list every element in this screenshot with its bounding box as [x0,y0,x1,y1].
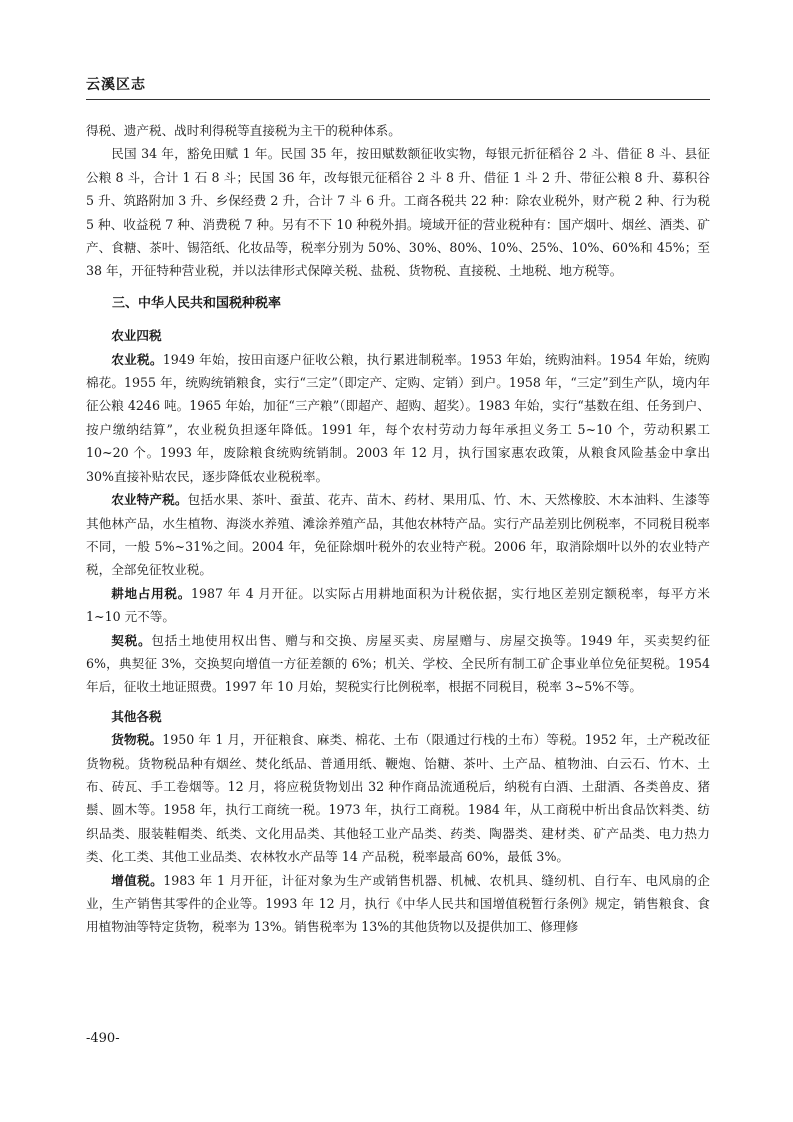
subsection-title: 农业四税 [111,328,162,344]
term-label: 农业税。 [111,351,163,367]
paragraph: 民国 34 年，豁免田赋 1 年。民国 35 年，按田赋数额征收实物，每银元折征稻谷 2 斗、借征 8 斗、县征公粮 8 斗，合计 1 石 8 斗；民国 36 年，改每银元征稻谷 2 斗 8 升、借征 1 斗 2 升、带征公粮 8 升、募积谷 5 升、筑路附加 3 升、乡保经费 2 升，合计 7 斗 6 升。工商各税共 22 种：除农业税外，财产税 2 种、行为税 5 种、收益税 7 种、消费税 7 种。另有不下 10 种税外捐。境域开征的营业税种有：国产烟叶、烟丝、酒类、矿产、食糖、茶叶、锡箔纸、化妆品等，税率分别为 50%、30%、80%、10%、25%、10%、60%和 45%；至 38 年，开征特种营业税，并以法律形式保障关税、盐税、货物税、直接税、土地税、地方税等。 [86,146,710,279]
running-header: 云溪区志 [86,77,146,93]
paragraph [86,728,710,868]
term-label: 农业特产税。 [111,492,188,508]
page-number: -490- [86,1031,120,1046]
term-text: 1983 年 1 月开征，计征对象为生产或销售机器、机械、农机具、缝纫机、自行车、电风扇的企业，生产销售其零件的企业等。1993 年 12 月，执行《中华人民共和国增值税暂行条例》规定，销售粮食、食用植物油等特定货物，税率为 13%。销售税率为 13%的其他货物以及提供加工、修理修 [86,872,711,935]
paragraph: 得税、遗产税、战时利得税等直接税为主干的税种体系。 [86,123,401,138]
paragraph [86,629,710,699]
term-text: 1950 年 1 月，开征粮食、麻类、棉花、土布（限通过行栈的土布）等税。1952 年，土产税改征货物税。货物税品种有烟丝、焚化纸品、普通用纸、鞭炮、饴糖、茶叶、土产品、植物油、白云石、竹木、土布、砖瓦、手工卷烟等。12 月，将应税货物划出 32 种作商品流通税后，纳税有白酒、土甜酒、各类兽皮、猪鬃、圆木等。1958 年，执行工商统一税。1973 年，执行工商税。1984 年，从工商税中析出食品饮料类、纺织品类、服装鞋帽类、纸类、文化用品类、其他轻工业产品类、药类、陶器类、建材类、矿产品类、电力热力类、化工类、其他工业品类、农林牧水产品等 14 产品税，税率最高 60%，最低 3%。 [86,732,710,865]
term-text: 包括土地使用权出售、赠与和交换、房屋买卖、房屋赠与、房屋交换等。1949 年，买卖契约征 6%，典契征 3%，交换契向增值一方征差额的 6%；机关、学校、全民所有制工矿企事业单位免征契税。1954 年后，征收土地证照费。1997 年 10 月始，契税实行比例税率，根据不同税目，税率 3~5%不等。 [86,632,710,695]
term-text: 包括水果、茶叶、蚕茧、花卉、苗木、药材、果用瓜、竹、木、天然橡胶、木本油料、生漆等其他林产品，水生植物、海淡水养殖、滩涂养殖产品，其他农林特产品。实行产品差别比例税率，不同税目税率不同，一般 5%~31%之间。2004 年，免征除烟叶税外的农业特产税。2006 年，取消除烟叶以外的农业特产税，全部免征牧业税。 [86,492,711,578]
term-text: 1987 年 4 月开征。以实际占用耕地面积为计税依据，实行地区差别定额税率，每平方米 1~10 元不等。 [86,585,711,625]
paragraph [86,348,710,488]
subsection-title: 其他各税 [111,708,162,724]
page-content [86,119,710,939]
term-text: 1949 年始，按田亩逐户征收公粮，执行累进制税率。1953 年始，统购油料。1954 年始，统购棉花。1955 年，统购统销粮食，实行“三定”（即定产、定购、定销）到户。1958 年，“三定”到生产队，境内年征公粮 4246 吨。1965 年始，加征“三产粮”（即超产、超购、超奖）。1983 年始，实行“基数在组、任务到户、按户缴纳结算”，农业税负担逐年降低。1991 年，每个农村劳动力每年承担义务工 5~10 个，劳动积累工 10~20 个。1993 年，废除粮食统购统销制。2003 年 12 月，执行国家惠农政策，从粮食风险基金中拿出 30%直接补贴农民，逐步降低农业税税率。 [86,351,710,484]
term-label: 货物税。 [111,732,163,748]
header-rule [86,99,710,100]
term-label: 契税。 [111,632,152,648]
paragraph [86,582,710,629]
term-label: 增值税。 [111,872,164,888]
paragraph [86,869,710,939]
term-label: 耕地占用税。 [111,585,191,601]
paragraph [86,488,710,582]
section-title: 三、中华人民共和国税种税率 [112,295,282,311]
